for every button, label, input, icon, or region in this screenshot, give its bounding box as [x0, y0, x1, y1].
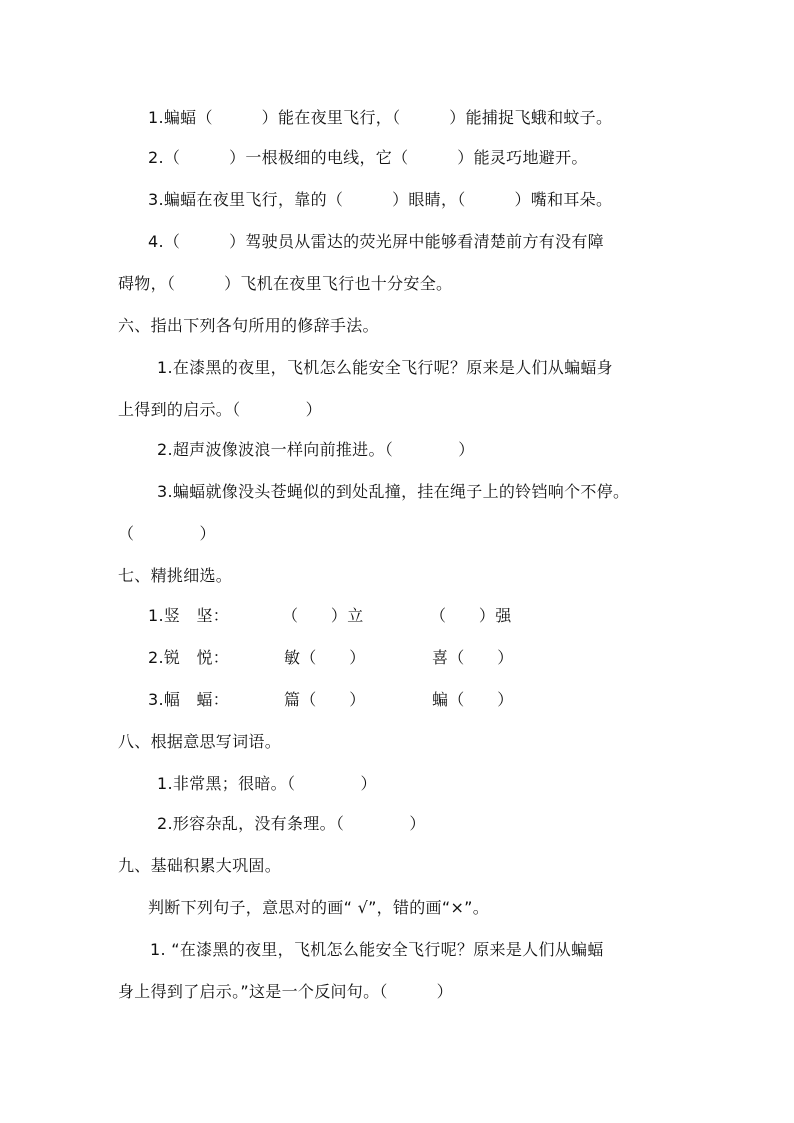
section-8-heading: 八、根据意思写词语。 [118, 732, 282, 751]
question-5-4: 4.（ ）驾驶员从雷达的荧光屏中能够看清楚前方有没有障 [148, 232, 604, 251]
row-7-3-label: 3.幅 蝠： [148, 690, 230, 709]
section-9-instruction: 判断下列句子，意思对的画“ √”，错的画“×”。 [148, 898, 490, 917]
section-9-heading: 九、基础积累大巩固。 [118, 856, 282, 875]
question-6-2: 2.超声波像波浪一样向前推进。（ ） [157, 440, 475, 459]
question-5-1: 1.蝙蝠（ ）能在夜里飞行，（ ）能捕捉飞蛾和蚊子。 [148, 108, 613, 127]
question-5-3: 3.蝙蝠在夜里飞行，靠的（ ）眼睛，（ ）嘴和耳朵。 [148, 190, 613, 209]
question-6-3: 3.蝙蝠就像没头苍蝇似的到处乱撞，挂在绳子上的铃铛响个不停。 [157, 482, 630, 501]
row-7-2-b: 喜（ ） [432, 648, 514, 667]
question-9-1-cont: 身上得到了启示。”这是一个反问句。（ ） [118, 982, 453, 1001]
question-8-2: 2.形容杂乱，没有条理。（ ） [157, 814, 426, 833]
row-7-1-label: 1.竖 坚： [148, 606, 230, 625]
question-5-2: 2.（ ）一根极细的电线，它（ ）能灵巧地避开。 [148, 148, 588, 167]
row-7-2-a: 敏（ ） [284, 648, 366, 667]
question-6-1-cont: 上得到的启示。（ ） [118, 400, 322, 419]
question-9-1: 1. “在漆黑的夜里，飞机怎么能安全飞行呢？原来是人们从蝙蝠 [150, 940, 604, 959]
section-7-heading: 七、精挑细选。 [118, 566, 233, 585]
question-6-1: 1.在漆黑的夜里，飞机怎么能安全飞行呢？原来是人们从蝙蝠身 [157, 358, 613, 377]
row-7-1-b: （ ）强 [430, 606, 512, 625]
row-7-3-b: 蝙（ ） [432, 690, 514, 709]
question-8-1: 1.非常黑；很暗。（ ） [157, 774, 377, 793]
question-5-4-cont: 碍物，（ ）飞机在夜里飞行也十分安全。 [118, 274, 453, 293]
row-7-3-a: 篇（ ） [284, 690, 366, 709]
row-7-1-a: （ ）立 [282, 606, 364, 625]
section-6-heading: 六、指出下列各句所用的修辞手法。 [118, 316, 379, 335]
question-6-3-cont: （ ） [118, 524, 216, 543]
row-7-2-label: 2.锐 悦： [148, 648, 230, 667]
